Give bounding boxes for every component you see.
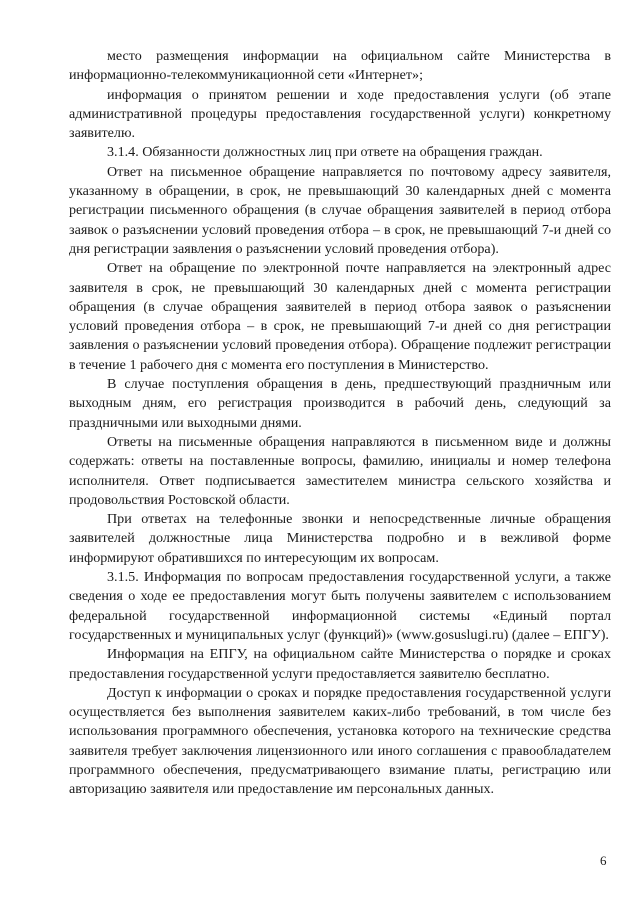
section-paragraph-3-1-5: 3.1.5. Информация по вопросам предоставления государственной услуги, а также сведения о ходе ее предоставления могут быть получены заявителем с использованием федеральной государственной информационной системы «Единый портал государственных и муниципальных услуг (функций)» (www.gosuslugi.ru) (далее – ЕПГУ). xyxy=(69,569,611,643)
paragraph-written-reply: Ответ на письменное обращение направляется по почтовому адресу заявителя, указанному в обращении, в срок, не превышающий 30 календарных дней с момента регистрации письменного обращения (в случае обращения заявителей в период отбора заявок о разъяснении условий проведения отбора – в срок, не превышающий 7-и дней со дня регистрации заявления о разъяснении условий проведения отбора). xyxy=(69,163,611,257)
document-body xyxy=(69,47,611,800)
paragraph-email-reply: Ответ на обращение по электронной почте направляется на электронный адрес заявителя в срок, не превышающий 30 календарных дней с момента регистрации обращения (в случае обращения заявителей в период отбора заявок о разъяснении условий проведения отбора – в срок, не превышающий 7-и дней со дня регистрации заявления о разъяснении условий проведения отбора). Обращение подлежит регистрации в течение 1 рабочего дня с момента его поступления в Министерство. xyxy=(69,260,611,373)
paragraph-access-info: Доступ к информации о сроках и порядке предоставления государственной услуги осуществляется без выполнения заявителем каких-либо требований, в том числе без использования программного обеспечения, установка которого на технические средства заявителя требует заключения лицензионного или иного соглашения с правообладателем программного обеспечения, предусматривающего взимание платы, регистрацию или авторизацию заявителя или предоставление им персональных данных. xyxy=(69,684,611,798)
paragraph-info-placement: место размещения информации на официальном сайте Министерства в информационно-телекоммуникационной сети «Интернет»; xyxy=(69,48,611,84)
paragraph-info-decision: информация о принятом решении и ходе предоставления услуги (об этапе административной процедуры предоставления государственной услуги) конкретному заявителю. xyxy=(69,86,611,142)
paragraph-holiday-registration: В случае поступления обращения в день, предшествующий праздничным или выходным дням, его регистрация производится в рабочий день, следующий за праздничными или выходными днями. xyxy=(69,376,611,431)
page-number: 6 xyxy=(600,853,607,868)
section-heading-3-1-4: 3.1.4. Обязанности должностных лиц при ответе на обращения граждан. xyxy=(107,144,543,161)
paragraph-reply-content: Ответы на письменные обращения направляются в письменном виде и должны содержать: ответы на поставленные вопросы, фамилию, инициалы и номер телефона исполнителя. Ответ подписывается заместителем министра сельского хозяйства и продовольствия Ростовской области. xyxy=(69,433,611,508)
paragraph-free-info: Информация на ЕПГУ, на официальном сайте Министерства о порядке и сроках предоставления государственной услуги предоставляется заявителю бесплатно. xyxy=(69,646,611,682)
paragraph-phone-calls: При ответах на телефонные звонки и непосредственные личные обращения заявителей должностные лица Министерства подробно и в вежливой форме информируют обратившихся по интересующим их вопросам. xyxy=(69,511,611,566)
